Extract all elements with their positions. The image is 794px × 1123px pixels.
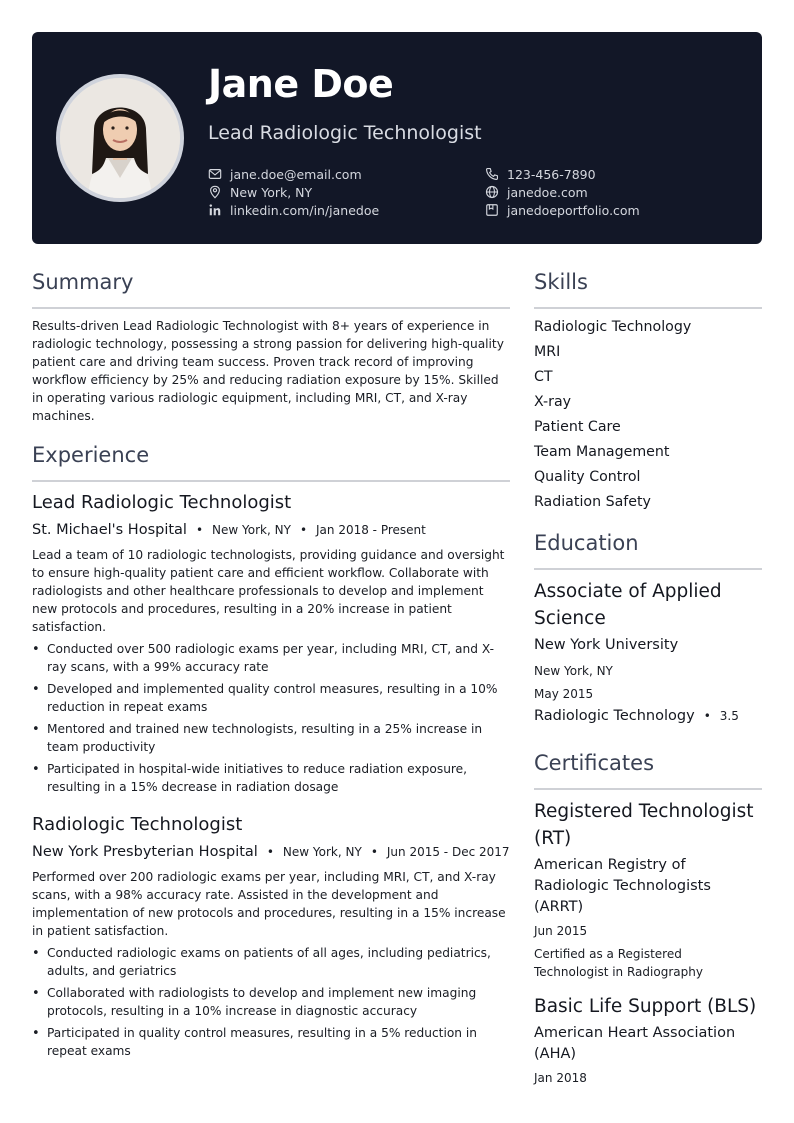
job-location: New York, NY <box>212 523 291 537</box>
separator-dot: • <box>299 523 308 537</box>
certificates-heading: Certificates <box>534 751 655 775</box>
separator-dot: • <box>370 845 378 859</box>
skills-list <box>534 317 691 517</box>
globe-icon <box>485 185 499 199</box>
separator-dot: • <box>703 709 711 723</box>
certificate-date: Jun 2015 <box>534 924 588 938</box>
contact-phone[interactable] <box>485 165 596 183</box>
education-school: New York University <box>534 637 679 653</box>
list-item: • Conducted over 500 radiologic exams per year, including MRI, CT, and X-ray scans, with a 99% accuracy rate <box>32 640 512 676</box>
skills-divider <box>534 307 762 309</box>
list-item: • Collaborated with radiologists to develop and implement new imaging protocols, resulting in a 10% increase in diagnostic accuracy <box>32 984 512 1020</box>
certificates-divider <box>534 788 762 790</box>
certificate-date: Jan 2018 <box>534 1071 587 1085</box>
contact-location <box>208 183 312 201</box>
mail-icon <box>208 167 222 181</box>
list-item: • Mentored and trained new technologists, resulting in a 25% increase in team productivity <box>32 720 512 756</box>
map-pin-icon <box>208 185 222 199</box>
contact-linkedin-text: linkedin.com/in/janedoe <box>230 202 380 218</box>
education-field-row <box>534 708 739 724</box>
job-bullets <box>32 640 512 800</box>
education-gpa: 3.5 <box>719 709 739 723</box>
education-date: May 2015 <box>534 687 594 701</box>
separator-dot: • <box>195 523 204 537</box>
skill-item: CT <box>534 369 553 385</box>
contact-portfolio[interactable] <box>485 201 640 219</box>
skill-item: Quality Control <box>534 469 641 485</box>
job-meta <box>32 522 426 538</box>
linkedin-icon <box>208 203 222 217</box>
job-title: Radiologic Technologist <box>32 814 243 835</box>
contact-linkedin[interactable] <box>208 201 379 219</box>
job-description: Lead a team of 10 radiologic technologists, providing guidance and oversight to ensure high-quality patient care and efficient workflow. Collaborate with radiologists and other healthcare professionals to develop and implement new protocols and procedures, resulting in a 20% increase in patient satisfaction. <box>32 548 505 634</box>
contact-website[interactable] <box>485 183 588 201</box>
candidate-name: Jane Doe <box>208 62 394 106</box>
job-dates: Jan 2018 - Present <box>316 523 426 537</box>
contact-portfolio-text: janedoeportfolio.com <box>507 202 640 218</box>
summary-divider <box>32 307 510 309</box>
contact-email-text: jane.doe@email.com <box>230 166 362 182</box>
profile-photo <box>60 78 180 198</box>
contact-website-text: janedoe.com <box>507 184 588 200</box>
certificate-issuer: American Heart Association (AHA) <box>534 1025 736 1062</box>
list-item: • Developed and implemented quality control measures, resulting in a 10% reduction in repeat exams <box>32 680 512 716</box>
job-company: New York Presbyterian Hospital <box>32 844 258 860</box>
skills-heading: Skills <box>534 270 588 294</box>
contact-email[interactable] <box>208 165 362 183</box>
phone-icon <box>485 167 499 181</box>
job-dates: Jun 2015 - Dec 2017 <box>386 845 510 859</box>
job-company: St. Michael's Hospital <box>32 522 187 538</box>
skill-item: MRI <box>534 344 561 360</box>
avatar <box>56 74 184 202</box>
skill-item: Patient Care <box>534 419 621 435</box>
contact-location-text: New York, NY <box>230 184 313 200</box>
separator-dot: • <box>266 845 274 859</box>
resume-header <box>32 32 762 244</box>
skill-item: Radiologic Technology <box>534 319 692 335</box>
job-title: Lead Radiologic Technologist <box>32 492 292 513</box>
summary-text: Results-driven Lead Radiologic Technologist with 8+ years of experience in radiologic technology, possessing a strong passion for delivering high-quality patient care and driving team success. Proven track record of improving workflow efficiency by 25% and reducing radiation exposure by 15%. Skilled in operating various radiologic equipment, including MRI, CT, and X-ray machines. <box>32 319 504 423</box>
certificate-issuer: American Registry of Radiologic Technologists (ARRT) <box>534 857 711 915</box>
job-meta <box>32 844 510 860</box>
certificate-note: Certified as a Registered Technologist in Radiography <box>534 947 703 979</box>
education-field: Radiologic Technology <box>534 708 695 724</box>
experience-divider <box>32 480 510 482</box>
contact-phone-text: 123-456-7890 <box>507 166 596 182</box>
portfolio-icon <box>485 203 499 217</box>
list-item: • Participated in hospital-wide initiatives to reduce radiation exposure, resulting in a 15% decrease in radiation dosage <box>32 760 512 796</box>
list-item: • Participated in quality control measures, resulting in a 5% reduction in repeat exams <box>32 1024 512 1060</box>
certificate-name: Registered Technologist (RT) <box>534 801 754 849</box>
skill-item: Radiation Safety <box>534 494 651 510</box>
job-location: New York, NY <box>282 845 362 859</box>
skill-item: Team Management <box>534 444 670 460</box>
summary-heading: Summary <box>32 270 134 294</box>
certificate-name: Basic Life Support (BLS) <box>534 996 757 1017</box>
education-degree: Associate of Applied Science <box>534 581 722 629</box>
candidate-role: Lead Radiologic Technologist <box>208 122 482 144</box>
education-divider <box>534 568 762 570</box>
education-heading: Education <box>534 531 639 555</box>
list-item: • Conducted radiologic exams on patients of all ages, including pediatrics, adults, and geriatrics <box>32 944 512 980</box>
job-bullets <box>32 944 512 1064</box>
experience-heading: Experience <box>32 443 150 467</box>
education-location: New York, NY <box>534 664 613 678</box>
job-description: Performed over 200 radiologic exams per year, including MRI, CT, and X-ray scans, with a 98% accuracy rate. Assisted in the development and implementation of new protocols and procedures, resulting in a 15% increase in patient satisfaction. <box>32 870 506 938</box>
skill-item: X-ray <box>534 394 572 410</box>
